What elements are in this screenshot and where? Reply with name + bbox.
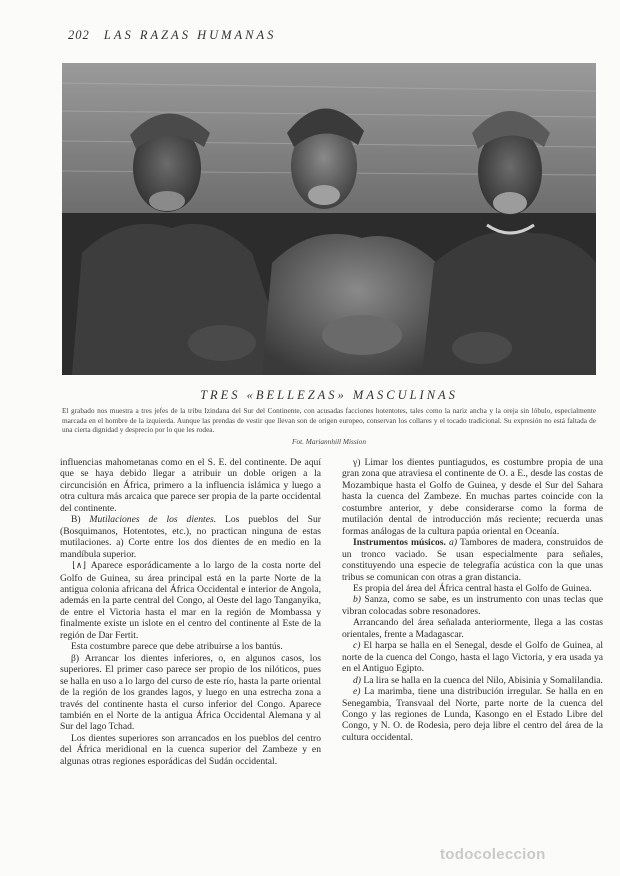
paragraph: β) Arrancar los dientes inferiores, o, en algunos casos, los superiores. El primer caso parece ser propio de los nilóticos, pues se halla en uso a lo largo del curso de este río, hasta la parte oriental de la región de los grandes lagos, y luego en una estrecha zona a través del continente hasta el curso inferior del Congo. Aparece también en el Norte de la antigua África Occidental Alemana y al Sur del lago Tchad.	[60, 652, 321, 733]
page-header	[68, 28, 276, 43]
paragraph: b) Sanza, como se sabe, es un instrumento con unas teclas que vibran colocadas sobre resonadores.	[342, 594, 603, 617]
paragraph: e) La marimba, tiene una distribución irregular. Se halla en en Senegambia, Transvaal del Norte, parte norte de la cuenca del Congo y las regiones de Lunda, Kasongo en el Estado Libre del Congo, y N. O. de Rodesia, pero deja libre el centro del área de la cultura occidental.	[342, 686, 603, 743]
paragraph: d) La lira se halla en la cuenca del Nilo, Abisinia y Somalilandia.	[353, 674, 603, 686]
left-column	[60, 457, 321, 767]
watermark: todocoleccion	[440, 846, 546, 863]
photo-illustration	[62, 63, 596, 375]
figure-title: TRES «BELLEZAS» MASCULINAS	[200, 388, 458, 402]
paragraph: Instrumentos músicos. a) Tambores de madera, construidos de un tronco vaciado. Se usan especialmente para señales, constituyendo una especie de telegrafía acústica con la que unas tribus se comunican con otras a gran distancia.	[342, 537, 603, 583]
section-heading: Instrumentos músicos.	[353, 537, 446, 549]
paragraph: Los dientes superiores son arrancados en los pueblos del centro del África meridional en la cuenca superior del Zambeze y en algunas otras regiones esporádicas del Sudán occidental.	[60, 732, 321, 767]
tooth-glyph-icon: ⌊∧⌋	[71, 561, 88, 572]
figure-caption: El grabado nos muestra a tres jefes de la tribu Izindana del Sur del Continente, con acusadas facciones hotentotes, tales como la nariz ancha y la oreja sin lóbulo, especialmente marcada en el hombre de la izquierda. Aunque las prendas de vestir que llevan son de origen europeo, conservan los collares y el tocado tradicional. Su expresión no está faltada de una cierta dignidad y desprecio por lo que les rodea.	[62, 406, 596, 435]
running-title: LAS RAZAS HUMANAS	[103, 28, 277, 42]
paragraph: B) Mutilaciones de los dientes. Los pueblos del Sur (Bosquimanos, Hotentotes, etc.), no practican ninguna de estas mutilaciones. a) Corte entre los dos dientes de en medio en la mandíbula superior.	[60, 514, 321, 560]
paragraph: γ) Limar los dientes puntiagudos, es costumbre propia de una gran zona que atraviesa el continente de O. a E., desde las costas de Mozambique hasta el Golfo de Guinea, y desde el Sur del Sahara hasta la cuenca del Zambeze. En muchas partes coincide con la costumbre anterior, y debe considerarse como la forma de mutilación dental de introducción más reciente; recuerda unas formas análogas de la cultura papúa oriental en Oceanía.	[342, 457, 603, 537]
paragraph: influencias mahometanas como en el S. E. del continente. De aquí que se haya debido llegar a atribuir un doble origen a la circuncisión en África, primero a la influencia islámica y luego a otra cultura más arcaica que parece ser propia de la parte occidental del continente.	[60, 457, 321, 514]
paragraph: ⌊∧⌋ Aparece esporádicamente a lo largo de la costa norte del Golfo de Guinea, su área principal está en la parte Norte de la antigua colonia africana del África Occidental e interior de Angola, además en la parte central del Congo, al Oeste del lago Tanganyika, de entre el Victoria hasta el mar en la región de Mombassa y finalmente existe un islote en el centro del continente al Este de la región de Dar Fertit.	[60, 560, 321, 641]
photo-credit: Fot. Mariannhill Mission	[292, 437, 366, 446]
page-number: 202	[68, 28, 90, 42]
right-column	[342, 457, 603, 743]
paragraph: Esta costumbre parece que debe atribuirse a los bantús.	[71, 641, 283, 653]
paragraph: c) El harpa se halla en el Senegal, desde el Golfo de Guinea, al norte de la cuenca del Congo, hasta el lago Victoria, y era usada ya en el Antiguo Egipto.	[342, 640, 603, 675]
section-heading: Mutilaciones de los dientes.	[89, 514, 217, 526]
paragraph: Arrancando del área señalada anteriormente, llega a las costas orientales, frente a Madagascar.	[342, 617, 603, 640]
photograph-three-chiefs	[62, 63, 596, 375]
paragraph: Es propia del área del África central hasta el Golfo de Guinea.	[353, 582, 592, 594]
